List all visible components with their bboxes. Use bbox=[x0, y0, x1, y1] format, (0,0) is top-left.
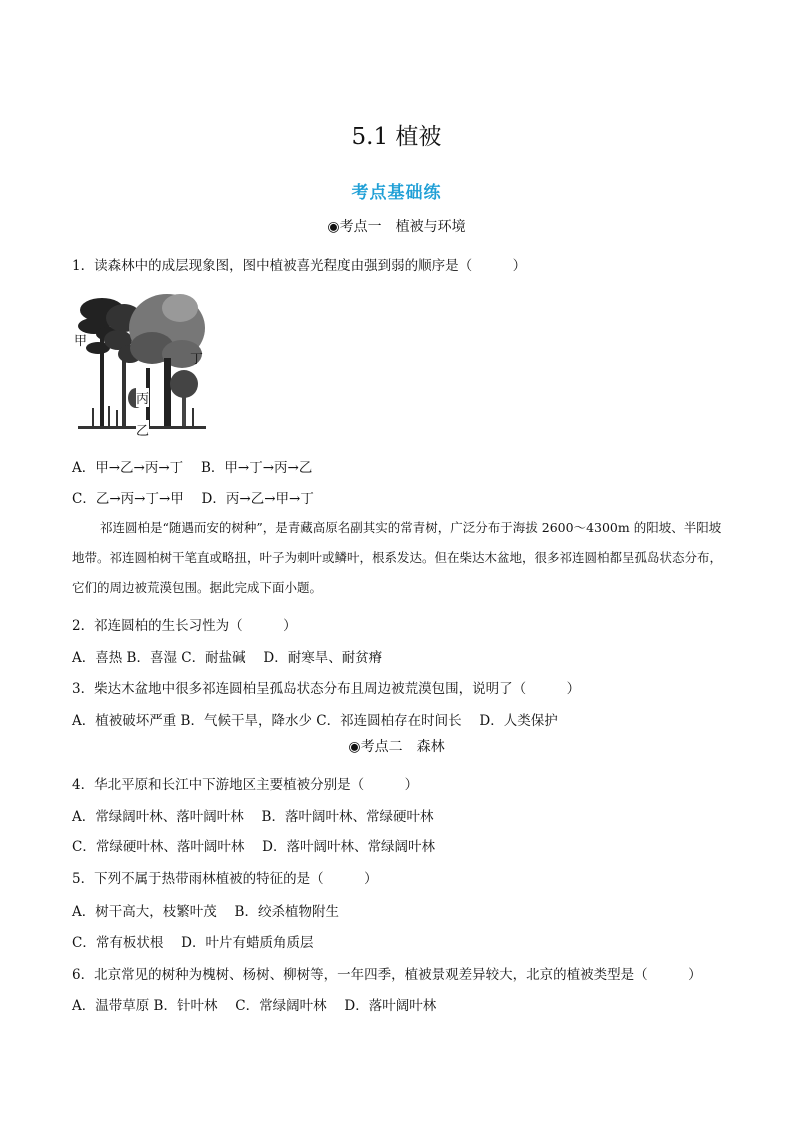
forest-layers-figure bbox=[72, 288, 212, 439]
page-title: 5.1 植被 bbox=[351, 124, 442, 150]
q5-stem: 5．下列不属于热带雨林植被的特征的是（ ） bbox=[72, 871, 378, 887]
label-bing: 丙 bbox=[136, 388, 149, 407]
q4-stem: 4．华北平原和长江中下游地区主要植被分别是（ ） bbox=[72, 777, 419, 793]
label-ding: 丁 bbox=[190, 352, 204, 367]
section-heading: 考点基础练 bbox=[351, 183, 442, 203]
reading-passage: 祁连圆柏是“随遇而安的树种”，是青藏高原名副其实的常青树，广泛分布于海拔 2600～4300m 的阳坡、半阳坡地带。祁连圆柏树干笔直或略扭，叶子为刺叶或鳞叶，根系发达。但在柴达木盆地，很多祁连圆柏都呈孤岛状态分布，它们的周边被荒漠包围。据此完成下面小题。 bbox=[72, 520, 723, 595]
q6-options: A．温带草原 B．针叶林 C．常绿阔叶林 D．落叶阔叶林 bbox=[72, 998, 437, 1014]
kaodian-2-heading: ◉考点二 森林 bbox=[348, 739, 445, 755]
q3-options: A．植被破坏严重 B．气候干旱，降水少 C．祁连圆柏存在时间长 D．人类保护 bbox=[72, 713, 558, 729]
kaodian-1-heading: ◉考点一 植被与环境 bbox=[327, 219, 466, 235]
q6-stem: 6．北京常见的树种为槐树、杨树、柳树等，一年四季，植被景观差异较大，北京的植被类型是（ ） bbox=[72, 967, 702, 983]
q1-options-cd: C．乙→丙→丁→甲 D．丙→乙→甲→丁 bbox=[72, 491, 314, 507]
q5-options-cd: C．常有板状根 D．叶片有蜡质角质层 bbox=[72, 935, 314, 951]
q1-stem: 1．读森林中的成层现象图，图中植被喜光程度由强到弱的顺序是（ ） bbox=[72, 258, 527, 274]
label-jia: 甲 bbox=[74, 334, 88, 349]
q4-options-ab: A．常绿阔叶林、落叶阔叶林 B．落叶阔叶林、常绿硬叶林 bbox=[72, 809, 434, 825]
label-yi: 乙 bbox=[136, 420, 149, 439]
q5-options-ab: A．树干高大，枝繁叶茂 B．绞杀植物附生 bbox=[72, 904, 339, 920]
q2-stem: 2．祁连圆柏的生长习性为（ ） bbox=[72, 618, 297, 634]
q1-options-ab: A．甲→乙→丙→丁 B．甲→丁→丙→乙 bbox=[72, 460, 313, 476]
q4-options-cd: C．常绿硬叶林、落叶阔叶林 D．落叶阔叶林、常绿阔叶林 bbox=[72, 839, 435, 855]
q3-stem: 3．柴达木盆地中很多祁连圆柏呈孤岛状态分布且周边被荒漠包围，说明了（ ） bbox=[72, 681, 581, 697]
q2-options: A．喜热 B．喜湿 C．耐盐碱 D．耐寒旱、耐贫瘠 bbox=[72, 650, 383, 666]
